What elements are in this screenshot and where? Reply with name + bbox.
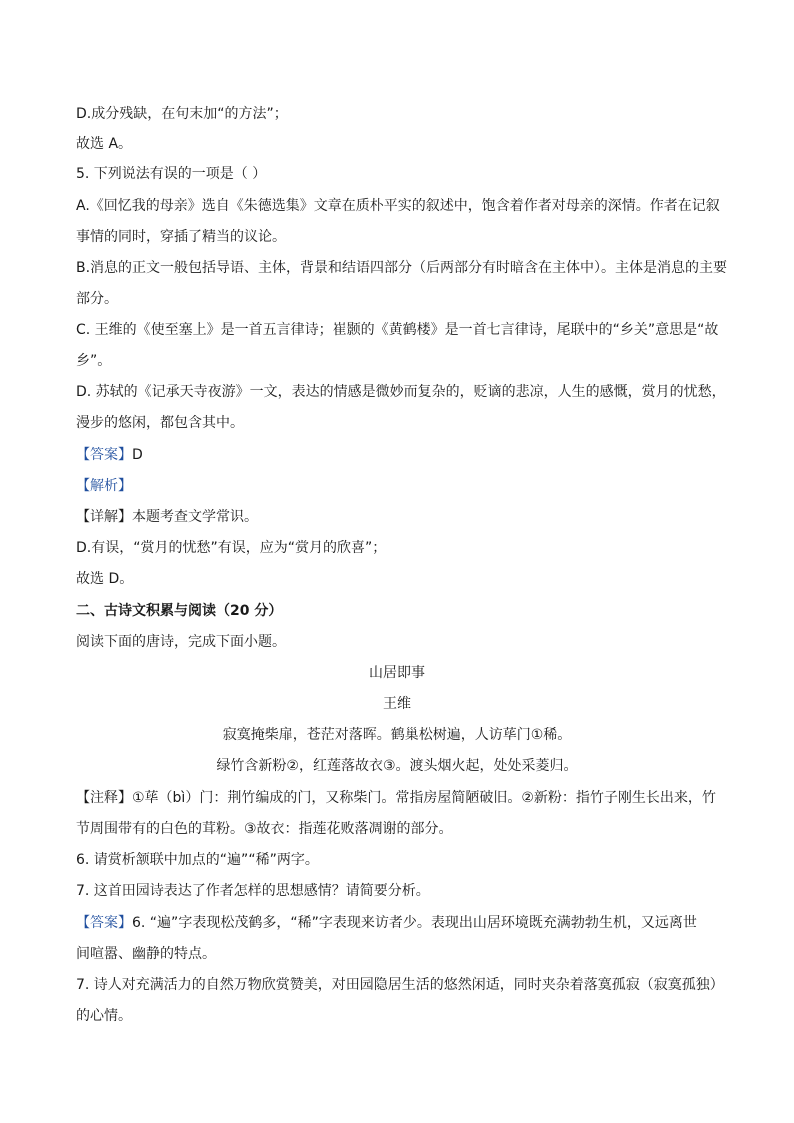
question-5: 5. 下列说法有误的一项是（ ） — [76, 166, 267, 182]
option-a-line2: 事情的同时，穿插了精当的议论。 — [76, 229, 286, 245]
question-6: 6. 请赏析颔联中加点的“遍”“稀”两字。 — [76, 852, 319, 868]
answer-tag: 【答案】 — [76, 915, 132, 931]
answer-6-line2: 间喧嚣、幽静的特点。 — [76, 946, 216, 962]
answer-text: 6. “遍”字表现松茂鹤多，“稀”字表现来访者少。表现出山居环境既充满勃勃生机，又远离世 — [132, 915, 697, 931]
instruction-line: 阅读下面的唐诗，完成下面小题。 — [76, 634, 286, 650]
option-a-line1: A.《回忆我的母亲》选自《朱德选集》文章在质朴平实的叙述中，饱含着作者对母亲的深情。作者在记叙 — [76, 198, 720, 214]
option-c-line2: 乡”。 — [76, 353, 112, 369]
answer-line — [76, 445, 726, 465]
answer-7-line1: 7. 诗人对充满活力的自然万物欣赏赞美，对田园隐居生活的悠然闲适，同时夹杂着落寞孤寂（寂寞孤独） — [76, 977, 724, 993]
answer-value: D — [132, 447, 143, 463]
option-c-line1: C. 王维的《使至塞上》是一首五言律诗；崔颢的《黄鹤楼》是一首七言律诗，尾联中的“乡关”意思是“故 — [76, 322, 719, 338]
option-d-line2: 漫步的悠闲，都包含其中。 — [76, 415, 244, 431]
note-line1 — [76, 788, 726, 808]
option-b-line2: 部分。 — [76, 291, 118, 307]
analysis-tag: 【解析】 — [76, 478, 132, 494]
answer-tag: 【答案】 — [76, 447, 132, 463]
poem-line-2: 绿竹含新粉②，红莲落故衣③。渡头烟火起，处处采菱归。 — [216, 758, 578, 774]
detail-line: 【详解】本题考查文学常识。 — [76, 509, 258, 525]
note-line2: 节周围带有的白色的茸粉。③故衣：指莲花败落凋谢的部分。 — [76, 821, 453, 837]
option-d-line1: D. 苏轼的《记承天寺夜游》一文，表达的情感是微妙而复杂的，贬谪的悲凉，人生的感慨，赏月的忧愁， — [76, 384, 726, 400]
note-text: ①荜（bì）门：荆竹编成的门，又称柴门。常指房屋简陋破旧。②新粉：指竹子刚生长出来，竹 — [132, 790, 716, 806]
poem-line-1: 寂寞掩柴扉，苍茫对落晖。鹤巢松树遍，人访荜门①稀。 — [222, 727, 572, 743]
section-heading: 二、古诗文积累与阅读（20 分） — [76, 603, 283, 619]
option-b-line1: B.消息的正文一般包括导语、主体，背景和结语四部分（后两部分有时暗含在主体中）。主体是消息的主要 — [76, 260, 728, 276]
poem-author: 王维 — [383, 696, 411, 712]
note-tag: 【注释】 — [76, 790, 132, 806]
text-line: D.成分残缺，在句末加“的方法”； — [76, 106, 288, 122]
text-line: D.有误，“赏月的忧愁”有误，应为“赏月的欣喜”； — [76, 540, 387, 556]
question-7: 7. 这首田园诗表达了作者怎样的思想感情？请简要分析。 — [76, 883, 430, 899]
text-line: 故选 D。 — [76, 571, 134, 587]
text-line: 故选 A。 — [76, 136, 133, 152]
poem-title: 山居即事 — [369, 665, 425, 681]
answer-7-line2: 的心情。 — [76, 1008, 132, 1024]
answer-6-line1 — [76, 913, 726, 933]
